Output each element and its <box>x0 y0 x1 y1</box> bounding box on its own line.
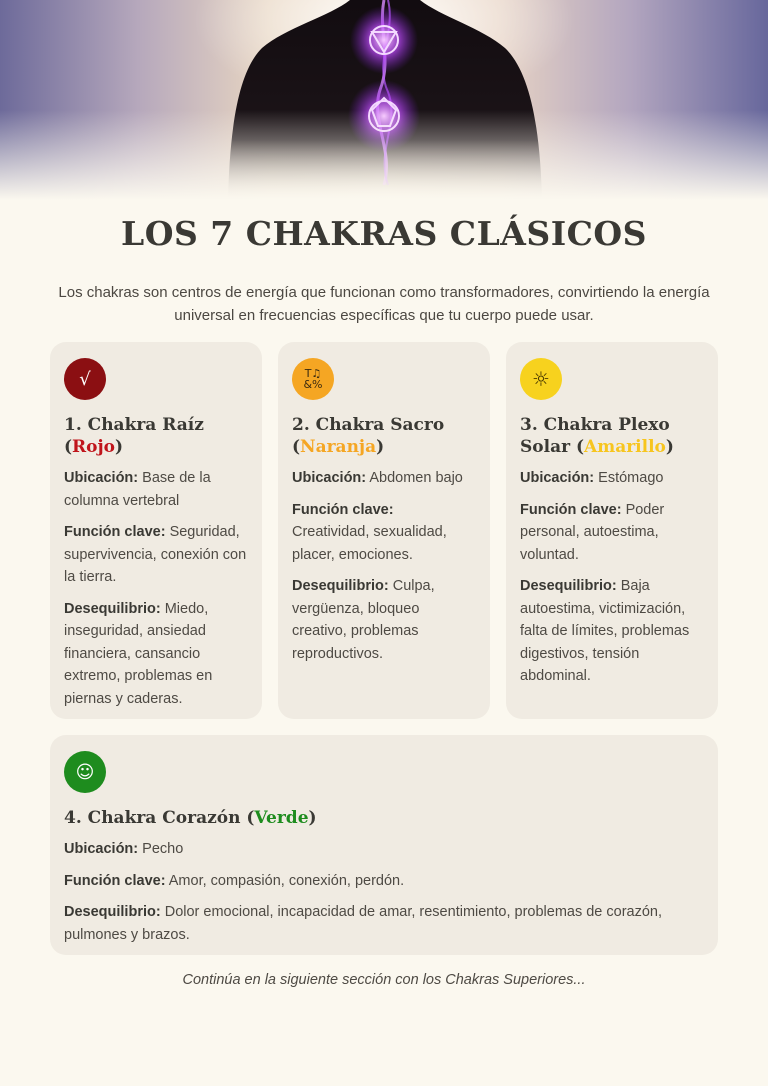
imbalance-label: Desequilibrio: <box>64 904 161 920</box>
location-value: Abdomen bajo <box>369 470 463 486</box>
chakra-title-paren: ( <box>292 437 301 457</box>
chakra-location <box>64 467 248 512</box>
chakra-title-prefix: 4. Chakra Corazón <box>64 808 241 828</box>
chakra-title <box>64 414 248 458</box>
chakra-imbalance <box>520 575 704 688</box>
chakra-function <box>64 870 704 893</box>
hero-image <box>0 0 768 200</box>
chakra-color-word: Verde <box>254 808 309 828</box>
imbalance-label: Desequilibrio: <box>292 578 389 594</box>
chakra-imbalance <box>64 598 248 711</box>
chakra-card-root <box>50 342 262 719</box>
location-label: Ubicación: <box>64 470 139 486</box>
chakra-location <box>64 838 704 861</box>
intro-text: Los chakras son centros de energía que funcionan como transformadores, convirtiendo la energía universal en frecuencias específicas que tu cuerpo puede usar. <box>58 284 710 324</box>
chakra-color-word: Naranja <box>300 437 377 457</box>
continuation-note: Continúa en la siguiente sección con los Chakras Superiores... <box>182 972 586 988</box>
sqrt-root-icon: √ <box>64 358 106 400</box>
function-value: Creatividad, sexualidad, placer, emociones. <box>292 524 447 563</box>
chakra-title-prefix: 2. Chakra Sacro <box>292 415 445 435</box>
chakra-card-solar-plexus <box>506 342 718 719</box>
imbalance-value: Dolor emocional, incapacidad de amar, resentimiento, problemas de corazón, pulmones y brazos. <box>64 904 663 943</box>
chakra-imbalance <box>292 575 476 665</box>
function-label: Función clave: <box>520 501 622 518</box>
chakra-title <box>520 414 704 458</box>
chakra-title-paren: ( <box>246 808 255 828</box>
chakra-title <box>292 414 476 458</box>
location-value: Base de la columna vertebral <box>64 470 211 509</box>
chakra-function <box>64 521 248 589</box>
chakra-imbalance <box>64 901 704 946</box>
chakra-title-paren: ( <box>64 437 73 457</box>
chakra-title-prefix: 1. Chakra Raíz <box>64 415 204 435</box>
sun-icon: ☼ <box>520 358 562 400</box>
imbalance-value: Culpa, vergüenza, bloqueo creativo, problemas reproductivos. <box>292 578 435 662</box>
chakra-title-paren: ) <box>665 437 674 457</box>
creativity-symbols-icon: T♫ &% <box>292 358 334 400</box>
location-label: Ubicación: <box>520 470 595 486</box>
function-value: Amor, compasión, conexión, perdón. <box>168 872 405 889</box>
page-title: LOS 7 CHAKRAS CLÁSICOS <box>121 214 647 253</box>
chakra-function <box>520 499 704 567</box>
imbalance-value: Baja autoestima, victimización, falta de límites, problemas digestivos, tensión abdominal. <box>520 578 690 684</box>
function-label: Función clave: <box>64 524 166 540</box>
imbalance-label: Desequilibrio: <box>64 600 161 617</box>
location-label: Ubicación: <box>64 841 139 857</box>
chakra-color-word: Amarillo <box>584 437 666 457</box>
function-value: Poder personal, autoestima, voluntad. <box>520 501 665 563</box>
function-value: Seguridad, supervivencia, conexión con la tierra. <box>64 524 247 585</box>
chakra-location <box>292 467 476 490</box>
function-label: Función clave: <box>64 872 166 889</box>
heart-face-icon: ☺ <box>64 751 106 793</box>
location-label: Ubicación: <box>292 470 367 486</box>
chakra-title <box>64 807 704 829</box>
chakra-title-paren: ) <box>115 437 124 457</box>
chakra-location <box>520 467 704 490</box>
chakra-card-sacral <box>278 342 490 719</box>
chakra-title-paren: ) <box>376 437 385 457</box>
chakra-title-paren: ( <box>575 437 585 457</box>
chakra-function <box>292 499 476 567</box>
imbalance-value: Miedo, inseguridad, ansiedad financiera, cansancio extremo, problemas en piernas y caderas. <box>64 600 213 707</box>
chakra-title-prefix: 3. Chakra Plexo Solar <box>520 415 670 457</box>
location-value: Estómago <box>598 470 664 486</box>
meditating-silhouette-image <box>0 0 768 200</box>
function-label: Función clave: <box>292 501 394 518</box>
chakra-card-heart <box>50 735 718 955</box>
chakra-color-word: Rojo <box>72 437 116 457</box>
imbalance-label: Desequilibrio: <box>520 578 617 594</box>
chakra-title-paren: ) <box>308 808 317 828</box>
location-value: Pecho <box>142 841 184 857</box>
